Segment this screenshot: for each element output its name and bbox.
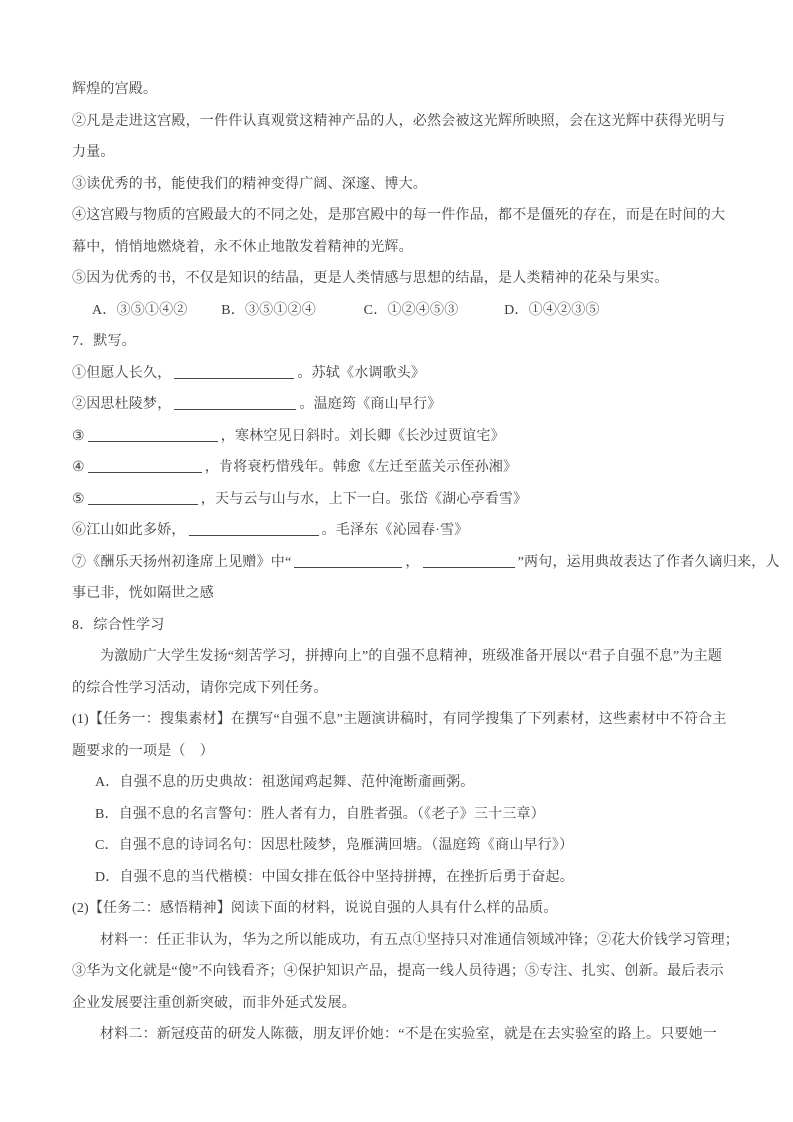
q7-item-6 (72, 515, 727, 547)
q8-title: 8．综合性学习 (72, 617, 165, 633)
answer-blank (88, 490, 198, 505)
q7-item-4 (72, 452, 727, 484)
answer-blank (189, 521, 319, 536)
answer-blank (294, 553, 402, 568)
q8-task2-material1-line-3: 企业发展要注重创新突破，而非外延式发展。 (72, 995, 356, 1011)
q7-item-6-after: 。毛泽东《沁园春·雪》 (321, 523, 469, 538)
q8-task2-material1-line-1: 材料一：任正非认为，华为之所以能成功，有五点①坚持只对准通信领域冲锋；②花大价钱学习管理； (100, 932, 739, 948)
q7-item-6-before: ⑥江山如此多娇， (72, 523, 186, 538)
q7-item-1-before: ①但愿人长久， (72, 365, 172, 381)
q8-task1-option-a: A．自强不息的历史典故：祖逖闻鸡起舞、范仲淹断齑画粥。 (95, 775, 475, 790)
q8-task2-stem: (2)【任务二：感悟精神】阅读下面的材料，说说自强的人具有什么样的品质。 (72, 901, 558, 916)
q7-item-4-before: ④ (72, 460, 85, 475)
q7-item-5-after: ，天与云与山与水，上下一白。张岱《湖心亭看雪》 (200, 491, 528, 507)
q7-item-4-after: ，肯将衰朽惜残年。韩愈《左迁至蓝关示侄孙湘》 (204, 460, 518, 475)
q8-task1-stem-line-2: 题要求的一项是（ ） (72, 743, 214, 759)
q7-item-3-after: ，寒林空见日斜时。刘长卿《长沙过贾谊宅》 (220, 428, 505, 444)
q7-item-5 (72, 484, 727, 516)
q6-stem-line-6: 幕中，悄悄地燃烧着，永不休止地散发着精神的光辉。 (72, 239, 413, 255)
q6-stem-line-7: ⑤因为优秀的书，不仅是知识的结晶，更是人类情感与思想的结晶，是人类精神的花朵与果实。 (72, 271, 669, 286)
answer-blank (88, 427, 218, 442)
answer-blank (423, 553, 515, 568)
q7-item-3 (72, 421, 727, 453)
q8-task1-option-c: C．自强不息的诗词名句：因思杜陵梦，凫雁满回塘。（温庭筠《商山早行》） (95, 838, 574, 853)
q7-item-5-before: ⑤ (72, 491, 85, 507)
q6-stem-line-4: ③读优秀的书，能使我们的精神变得广阔、深邃、博大。 (72, 176, 427, 192)
q7-item-2-before: ②因思杜陵梦， (72, 397, 172, 412)
q7-title: 7．默写。 (72, 334, 136, 349)
q7-item-2-after: 。温庭筠《商山早行》 (299, 397, 442, 412)
q6-option-c: C．①②④⑤③ (363, 302, 459, 318)
q6-stem-line-2: ②凡是走进这宫殿，一件件认真观赏这精神产品的人，必然会被这光辉所映照，会在这光辉中获得光明与 (72, 113, 726, 129)
q8-task1-option-b: B．自强不息的名言警句：胜人者有力，自胜者强。（《老子》三十三章） (95, 806, 545, 822)
q7-item-7-before: ⑦《酬乐天扬州初逢席上见赠》中“ (72, 554, 292, 570)
q8-task1-option-d: D．自强不息的当代楷模：中国女排在低谷中坚持拼搏，在挫折后勇于奋起。 (95, 869, 574, 885)
answer-blank (174, 364, 294, 379)
q8-task1-stem-line-1: (1)【任务一：搜集素材】在撰写“自强不息”主题演讲稿时，有同学搜集了下列素材，这些素材中不符合主 (72, 712, 727, 727)
q7-item-7-after: ”两句，运用典故表达了作者久谪归来，人 (517, 554, 780, 570)
q7-item-1-after: 。苏轼《水调歌头》 (297, 365, 426, 381)
q6-options-row (72, 295, 727, 327)
q6-stem-line-3: 力量。 (72, 145, 115, 160)
q6-option-d: D．①④②③⑤ (504, 302, 600, 318)
q8-task2-material1-line-2: ③华为文化就是“傻”不向钱看齐；④保护知识产品，提高一线人员待遇；⑤专注、扎实、创新。最后表示 (72, 964, 724, 979)
q7-item-2 (72, 389, 727, 421)
answer-blank (88, 458, 202, 473)
q7-item-1 (72, 358, 727, 390)
q7-item-7-comma: ， (405, 554, 420, 570)
q6-option-a: A．③⑤①④② (92, 302, 188, 318)
q6-stem-line-1: 辉煌的宫殿。 (72, 82, 158, 97)
q7-item-7-line-2: 事已非，恍如隔世之感 (72, 586, 214, 601)
q7-item-7-line-1 (72, 547, 780, 579)
q6-stem-line-5: ④这宫殿与物质的宫殿最大的不同之处，是那宫殿中的每一件作品，都不是僵死的存在，而是在时间的大 (72, 208, 726, 223)
q8-intro-line-2: 的综合性学习活动，请你完成下列任务。 (72, 680, 328, 696)
q6-option-b: B．③⑤①②④ (221, 302, 316, 318)
q8-intro-line-1: 为激励广大学生发扬“刻苦学习，拼搏向上”的自强不息精神，班级准备开展以“君子自强不息”为主题 (100, 649, 723, 664)
q7-item-3-before: ③ (72, 428, 85, 444)
q8-task2-material2-line-1: 材料二：新冠疫苗的研发人陈薇，朋友评价她：“不是在实验室，就是在去实验室的路上。只要她一 (100, 1027, 718, 1042)
answer-blank (174, 395, 296, 410)
